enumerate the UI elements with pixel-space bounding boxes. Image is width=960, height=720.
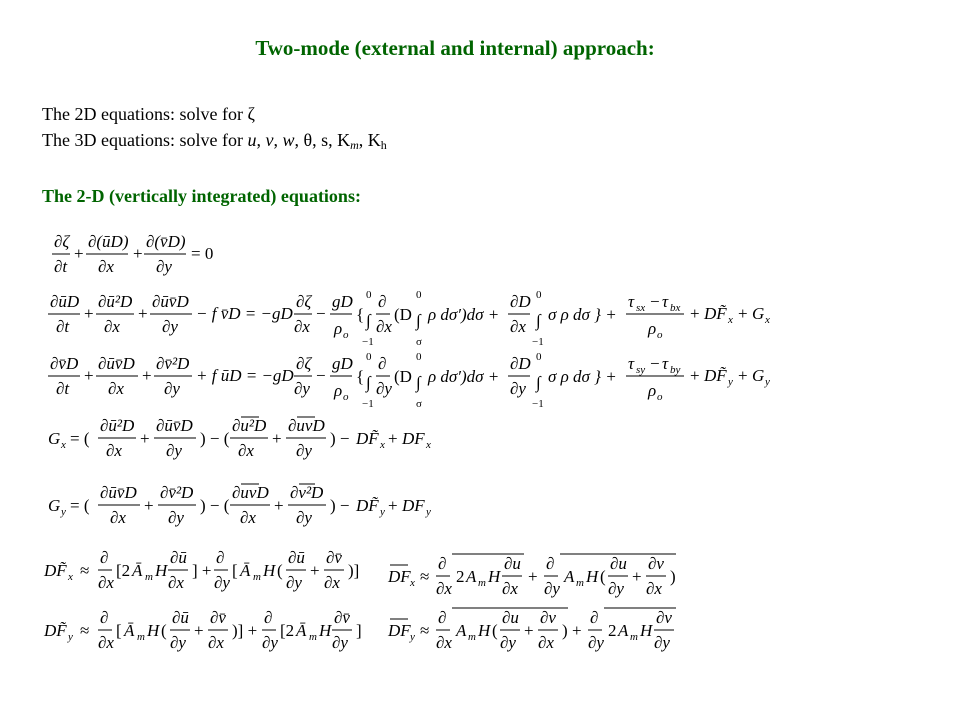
svg-text:DF̃: DF̃ [356,429,379,448]
svg-text:∂u: ∂u [504,554,521,573]
svg-text:−: − [650,354,660,373]
svg-text:τ: τ [628,354,635,373]
svg-text:[2: [2 [280,621,295,640]
svg-text:∂x: ∂x [376,317,392,336]
svg-text:∂(v̄D): ∂(v̄D) [146,232,186,251]
svg-text:(: ( [492,621,498,640]
svg-text:∂v̄²D: ∂v̄²D [160,483,194,502]
svg-text:∂y: ∂y [162,317,178,336]
svg-text:∂uvD: ∂uvD [232,483,269,502]
svg-text:H: H [478,621,491,640]
svg-text:H: H [319,621,332,640]
svg-text:∂y: ∂y [166,441,182,460]
svg-text:ρ: ρ [334,319,343,338]
svg-text:∂: ∂ [264,608,273,627]
svg-text:∂y: ∂y [168,508,184,527]
svg-text:∂ζ: ∂ζ [296,354,312,373]
svg-text:y: y [728,376,733,388]
svg-text:H: H [147,621,160,640]
svg-text:∂ū: ∂ū [170,548,187,567]
svg-text:∂x: ∂x [98,573,114,592]
svg-text:A: A [618,621,629,640]
svg-text:x: x [380,439,385,451]
svg-text:∂y: ∂y [500,633,516,652]
svg-text:+: + [388,429,398,448]
svg-text:∂D: ∂D [510,354,531,373]
svg-text:m: m [630,631,638,643]
svg-text:∂y: ∂y [164,379,180,398]
svg-text:A: A [564,567,575,586]
section-heading: The 2-D (vertically integrated) equations: [42,186,361,206]
svg-text:H: H [488,567,501,586]
svg-text:x: x [410,577,415,589]
svg-text:+: + [528,567,538,586]
svg-text:G: G [48,429,61,448]
svg-text:∂x: ∂x [106,441,122,460]
svg-text:∂y: ∂y [296,441,312,460]
svg-text:∂y: ∂y [654,633,670,652]
svg-text:∂v̄²D: ∂v̄²D [156,354,190,373]
svg-text:∂y: ∂y [332,633,348,652]
svg-text:m: m [576,577,584,589]
svg-text:y: y [61,506,66,518]
svg-text:) −: ) − [330,496,350,515]
svg-text:≈: ≈ [80,621,90,640]
svg-text:x: x [68,571,73,583]
svg-text:∂y: ∂y [294,379,310,398]
svg-text:∂: ∂ [438,554,447,573]
svg-text:∂ūD: ∂ūD [50,292,80,311]
var-w: w [282,130,295,150]
svg-text:∂x: ∂x [646,579,662,598]
line-2d-prefix: The 2D equations: solve for [42,104,248,124]
svg-text:+: + [142,366,152,385]
svg-text:−1: −1 [532,398,544,410]
svg-text:∂t: ∂t [56,379,70,398]
svg-text:∂t: ∂t [54,257,68,276]
svg-text:A: A [456,621,467,640]
svg-text:−1: −1 [362,336,374,348]
svg-text:∂v̄: ∂v̄ [210,608,226,627]
svg-text:∂x: ∂x [510,317,526,336]
svg-text:∂: ∂ [216,548,225,567]
svg-text:DF̃: DF̃ [44,621,67,640]
svg-text:∂y: ∂y [262,633,278,652]
svg-text:H: H [263,561,276,580]
svg-text:∂x: ∂x [110,508,126,527]
momentum-x-equation [48,289,770,348]
svg-text:ρ dσ′)dσ +: ρ dσ′)dσ + [428,305,500,324]
svg-text:G: G [48,496,61,515]
svg-text:(D: (D [394,367,412,386]
svg-text:∫: ∫ [416,311,421,330]
svg-text:y: y [765,376,770,388]
svg-text:τ: τ [628,292,635,311]
svg-text:m: m [309,631,317,643]
svg-text:∂: ∂ [378,354,387,373]
svg-text:∂(ūD): ∂(ūD) [88,232,129,251]
svg-text:∂x: ∂x [436,579,452,598]
svg-text:Ā: Ā [124,621,135,640]
svg-text:+: + [138,304,148,323]
svg-text:∂u: ∂u [610,554,627,573]
svg-text:τ: τ [662,292,669,311]
svg-text:sy: sy [636,364,646,376]
svg-text:+: + [524,621,534,640]
svg-text:DF: DF [388,567,411,586]
svg-text:∂y: ∂y [286,573,302,592]
svg-text:∂uvD: ∂uvD [288,416,325,435]
svg-text:∂ū: ∂ū [172,608,189,627]
svg-text:[: [ [116,621,122,640]
svg-text:ρ: ρ [648,319,657,338]
svg-text:∂y: ∂y [376,379,392,398]
svg-text:+: + [738,304,748,323]
svg-text:A: A [466,567,477,586]
svg-text:∂v̄: ∂v̄ [334,608,350,627]
dfy-tilde-equation [43,608,362,652]
svg-text:−: − [316,304,326,323]
svg-text:∫: ∫ [366,311,371,330]
svg-text:∫: ∫ [536,373,541,392]
dfx-bar-equation [387,554,676,598]
svg-text:+: + [572,621,582,640]
var-u: u [247,130,257,150]
svg-text:m: m [478,577,486,589]
svg-text:ρ: ρ [648,381,657,400]
svg-text:)] +: )] + [232,621,258,640]
page-title: Two-mode (external and internal) approach: [255,36,655,60]
svg-text:x: x [61,439,66,451]
svg-text:σ: σ [416,398,422,410]
svg-text:m: m [468,631,476,643]
svg-text:∂y: ∂y [170,633,186,652]
svg-text:x: x [765,314,770,326]
svg-text:Ā: Ā [132,561,143,580]
svg-text:H: H [586,567,599,586]
svg-text:o: o [343,391,349,403]
svg-text:∂ū²D: ∂ū²D [100,416,135,435]
svg-text:) −: ) − [330,429,350,448]
svg-text:+ f ūD = −gD: + f ūD = −gD [196,366,294,385]
svg-text:+: + [388,496,398,515]
svg-text:H: H [640,621,653,640]
svg-text:+: + [140,429,150,448]
svg-text:∂u²D: ∂u²D [232,416,267,435]
zeta-symbol: ζ [247,104,255,124]
svg-text:y: y [426,506,431,518]
svg-text:ρ: ρ [334,381,343,400]
svg-text:DF: DF [402,429,425,448]
svg-text:DF̃: DF̃ [44,561,67,580]
svg-text:y: y [380,506,385,518]
svg-text:≈: ≈ [80,561,90,580]
svg-text:+: + [690,366,700,385]
svg-text:∂x: ∂x [240,508,256,527]
svg-text:0: 0 [416,289,422,301]
svg-text:∂y: ∂y [588,633,604,652]
svg-text:τ: τ [662,354,669,373]
gy-equation [48,483,431,527]
svg-text:x: x [426,439,431,451]
svg-text:∂y: ∂y [296,508,312,527]
svg-text:+: + [690,304,700,323]
svg-text:+: + [310,561,320,580]
svg-text:∂: ∂ [590,608,599,627]
svg-text:σ: σ [416,336,422,348]
svg-text:DF: DF [402,496,425,515]
svg-text:∂v²D: ∂v²D [290,483,324,502]
var-s: s [321,130,329,150]
var-kh: $K_h$ [367,130,387,152]
svg-text:∂: ∂ [100,608,109,627]
svg-text:−1: −1 [532,336,544,348]
svg-text:(: ( [277,561,283,580]
svg-text:∂x: ∂x [168,573,184,592]
svg-text:G: G [752,366,765,385]
svg-text:0: 0 [366,351,372,363]
continuity-equation [52,232,213,276]
svg-text:+: + [144,496,154,515]
svg-text:DF̃: DF̃ [704,366,727,385]
svg-text:) − (: ) − ( [200,496,230,515]
svg-text:(: ( [600,567,606,586]
line-3d-equations: The 3D equations: solve for u, v, w, θ, s, $K_m$, $K_h$ [42,130,387,152]
svg-text:+: + [738,366,748,385]
svg-text:∂x: ∂x [108,379,124,398]
svg-text:]: ] [356,621,362,640]
svg-text:by: by [670,364,681,376]
svg-text:∂x: ∂x [208,633,224,652]
svg-text:≈: ≈ [420,621,430,640]
svg-text:0: 0 [536,289,542,301]
svg-text:σ ρ dσ } +: σ ρ dσ } + [548,367,617,386]
svg-text:∂x: ∂x [98,633,114,652]
svg-text:∂ūv̄D: ∂ūv̄D [156,416,193,435]
svg-text:−1: −1 [362,398,374,410]
dfx-tilde-equation [43,548,359,592]
svg-text:∂x: ∂x [502,579,518,598]
svg-text:[: [ [232,561,238,580]
svg-text:−: − [316,366,326,385]
svg-text:∂v: ∂v [656,608,672,627]
svg-text:∂: ∂ [546,554,555,573]
svg-text:= 0: = 0 [191,244,214,263]
svg-text:−: − [650,292,660,311]
var-km: $K_m$ [337,130,359,152]
svg-text:∂v̄D: ∂v̄D [50,354,79,373]
momentum-y-equation [48,351,770,410]
svg-text:H: H [155,561,168,580]
svg-text:∂ūv̄D: ∂ūv̄D [152,292,189,311]
svg-text:o: o [657,329,663,341]
svg-text:bx: bx [670,302,681,314]
dfy-bar-equation [387,608,676,652]
svg-text:∂ζ: ∂ζ [296,292,312,311]
svg-text:∫: ∫ [366,373,371,392]
svg-text:+: + [133,244,143,263]
svg-text:− f v̄D = −gD: − f v̄D = −gD [196,304,293,323]
svg-text:x: x [728,314,733,326]
svg-text:∂ū²D: ∂ū²D [98,292,133,311]
svg-text:o: o [343,329,349,341]
svg-text:Ā: Ā [296,621,307,640]
svg-text:σ ρ dσ } +: σ ρ dσ } + [548,305,617,324]
svg-text:gD: gD [332,354,353,373]
gx-equation [48,416,431,460]
svg-text:G: G [752,304,765,323]
svg-text:DF̃: DF̃ [704,304,727,323]
svg-text:∫: ∫ [536,311,541,330]
svg-text:gD: gD [332,292,353,311]
svg-text:(: ( [161,621,167,640]
svg-text:∂ū: ∂ū [288,548,305,567]
var-theta: θ [303,130,313,150]
svg-text:): ) [562,621,568,640]
line-3d-prefix: The 3D equations: solve for [42,130,248,150]
svg-text:y: y [68,631,73,643]
svg-text:∂v̄: ∂v̄ [326,548,342,567]
svg-text:∂t: ∂t [56,317,70,336]
svg-text:∂y: ∂y [510,379,526,398]
svg-text:)]: )] [348,561,360,580]
svg-text:m: m [253,571,261,583]
svg-text:2: 2 [456,567,465,586]
svg-text:= (: = ( [70,429,90,448]
svg-text:∂u: ∂u [502,608,519,627]
svg-text:0: 0 [416,351,422,363]
svg-text:0: 0 [536,351,542,363]
svg-text:o: o [657,391,663,403]
svg-text:DF̃: DF̃ [356,496,379,515]
svg-text:DF: DF [388,621,411,640]
var-v: v [265,130,274,150]
svg-text:∂: ∂ [378,292,387,311]
svg-text:0: 0 [366,289,372,301]
svg-text:∂x: ∂x [238,441,254,460]
svg-text:sx: sx [636,302,646,314]
svg-text:∂: ∂ [100,548,109,567]
svg-text:≈: ≈ [420,567,430,586]
svg-text:+: + [74,244,84,263]
svg-text:∂ūv̄D: ∂ūv̄D [98,354,135,373]
svg-text:+: + [274,496,284,515]
svg-text:+: + [84,366,94,385]
svg-text:∂x: ∂x [294,317,310,336]
svg-text:∂v: ∂v [540,608,556,627]
svg-text:∂x: ∂x [436,633,452,652]
svg-text:∂v: ∂v [648,554,664,573]
svg-text:∂y: ∂y [608,579,624,598]
svg-text:∫: ∫ [416,373,421,392]
svg-text:∂x: ∂x [104,317,120,336]
svg-text:{: { [356,367,365,386]
svg-text:+: + [194,621,204,640]
svg-text:y: y [410,631,415,643]
svg-text:∂: ∂ [438,608,447,627]
svg-text:∂y: ∂y [214,573,230,592]
svg-text:∂x: ∂x [538,633,554,652]
svg-text:= (: = ( [70,496,90,515]
svg-text:∂x: ∂x [98,257,114,276]
svg-text:∂ūv̄D: ∂ūv̄D [100,483,137,502]
svg-text:] +: ] + [192,561,212,580]
svg-text:{: { [356,305,365,324]
svg-text:∂y: ∂y [156,257,172,276]
svg-text:∂y: ∂y [544,579,560,598]
svg-text:+: + [272,429,282,448]
svg-text:) − (: ) − ( [200,429,230,448]
svg-text:ρ dσ′)dσ +: ρ dσ′)dσ + [428,367,500,386]
svg-text:Ā: Ā [240,561,251,580]
svg-text:m: m [137,631,145,643]
svg-text:2: 2 [608,621,617,640]
svg-text:+: + [84,304,94,323]
svg-text:+: + [632,567,642,586]
svg-text:∂ζ: ∂ζ [54,232,70,251]
svg-text:∂x: ∂x [324,573,340,592]
svg-text:(D: (D [394,305,412,324]
svg-text:): ) [670,567,676,586]
svg-text:∂D: ∂D [510,292,531,311]
svg-text:[2: [2 [116,561,131,580]
svg-text:m: m [145,571,153,583]
